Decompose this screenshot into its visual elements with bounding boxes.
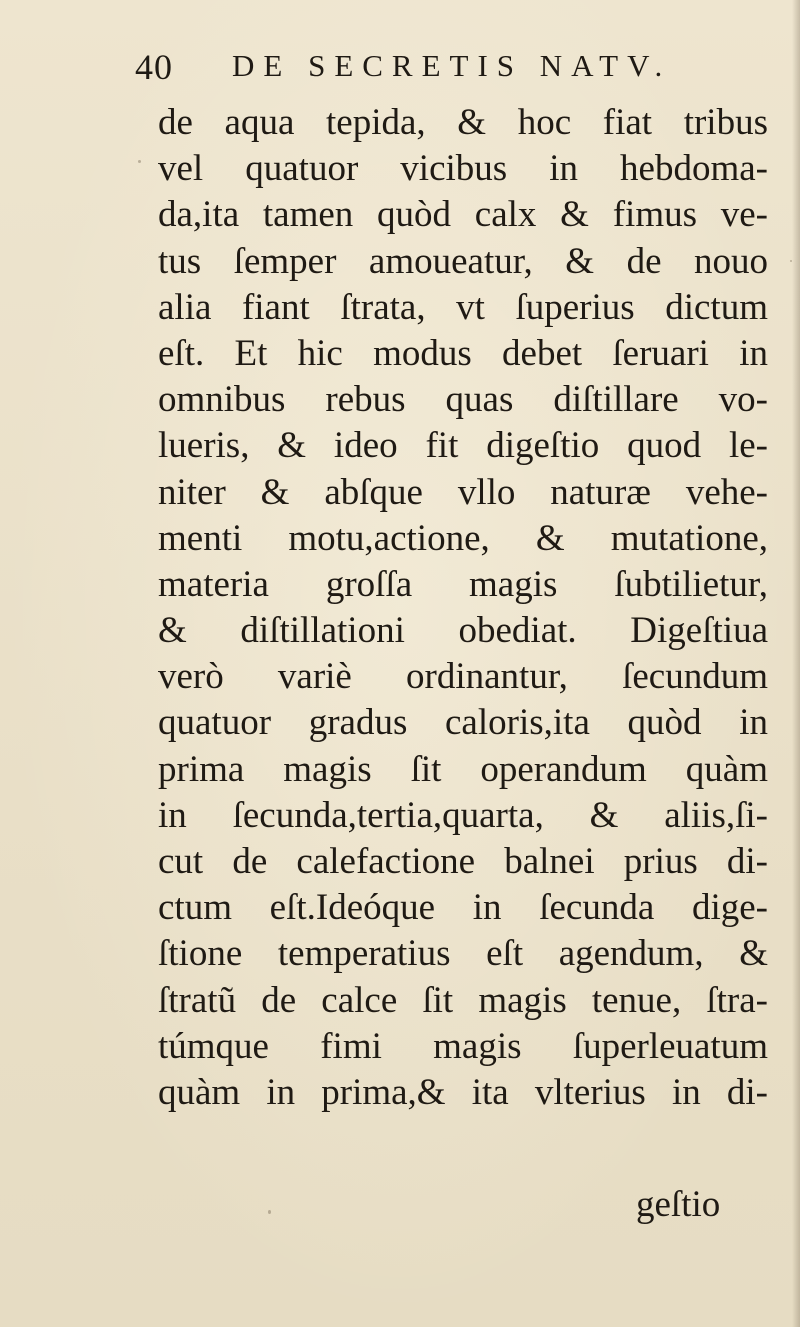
catchword: geſtio: [636, 1184, 721, 1225]
paper-speck: [790, 260, 792, 262]
text-line: verò variè ordinantur, ſecundum: [158, 656, 768, 698]
text-line: & diſtillationi obediat. Digeſtiua: [158, 610, 768, 652]
text-line: ctum eſt.Ideóque in ſecunda dige-: [158, 887, 768, 929]
text-line: menti motu,actione, & mutatione,: [158, 517, 768, 559]
text-line: omnibus rebus quas diſtillare vo-: [158, 379, 768, 421]
text-line: ſtione temperatius eſt agendum, &: [158, 933, 768, 975]
text-line: prima magis ſit operandum quàm: [158, 748, 768, 790]
paper-speck: [268, 1210, 271, 1214]
text-line: ſtratũ de calce ſit magis tenue, ſtra-: [158, 979, 768, 1021]
text-line: quatuor gradus caloris,ita quòd in: [158, 702, 768, 744]
text-line: de aqua tepida, & hoc fiat tribus: [158, 102, 768, 143]
running-head: DE SECRETIS NATV.: [232, 48, 672, 83]
text-line: in ſecunda,tertia,quarta, & aliis,ſi-: [158, 794, 768, 836]
text-line: lueris, & ideo fit digeſtio quod le-: [158, 425, 768, 467]
text-line: cut de calefactione balnei prius di-: [158, 841, 768, 882]
text-line: quàm in prima,& ita vlterius in di-: [158, 1071, 768, 1113]
paper-speck: [138, 160, 141, 163]
text-line: alia fiant ſtrata, vt ſuperius dictum: [158, 286, 768, 328]
page-header: [0, 46, 800, 90]
text-line: túmque fimi magis ſuperleuatum: [158, 1025, 768, 1067]
page-number: 40: [135, 47, 173, 87]
text-line: vel quatuor vicibus in hebdoma-: [158, 148, 768, 190]
page-edge-shadow: [792, 0, 800, 1327]
text-line: da,ita tamen quòd calx & fimus ve-: [158, 194, 768, 236]
body-text: [158, 100, 768, 1116]
text-line: eſt. Et hic modus debet ſeruari in: [158, 332, 768, 374]
text-line: materia groſſa magis ſubtilietur,: [158, 563, 768, 605]
text-line: niter & abſque vllo naturæ vehe-: [158, 471, 768, 513]
text-line: tus ſemper amoueatur, & de nouo: [158, 240, 768, 282]
